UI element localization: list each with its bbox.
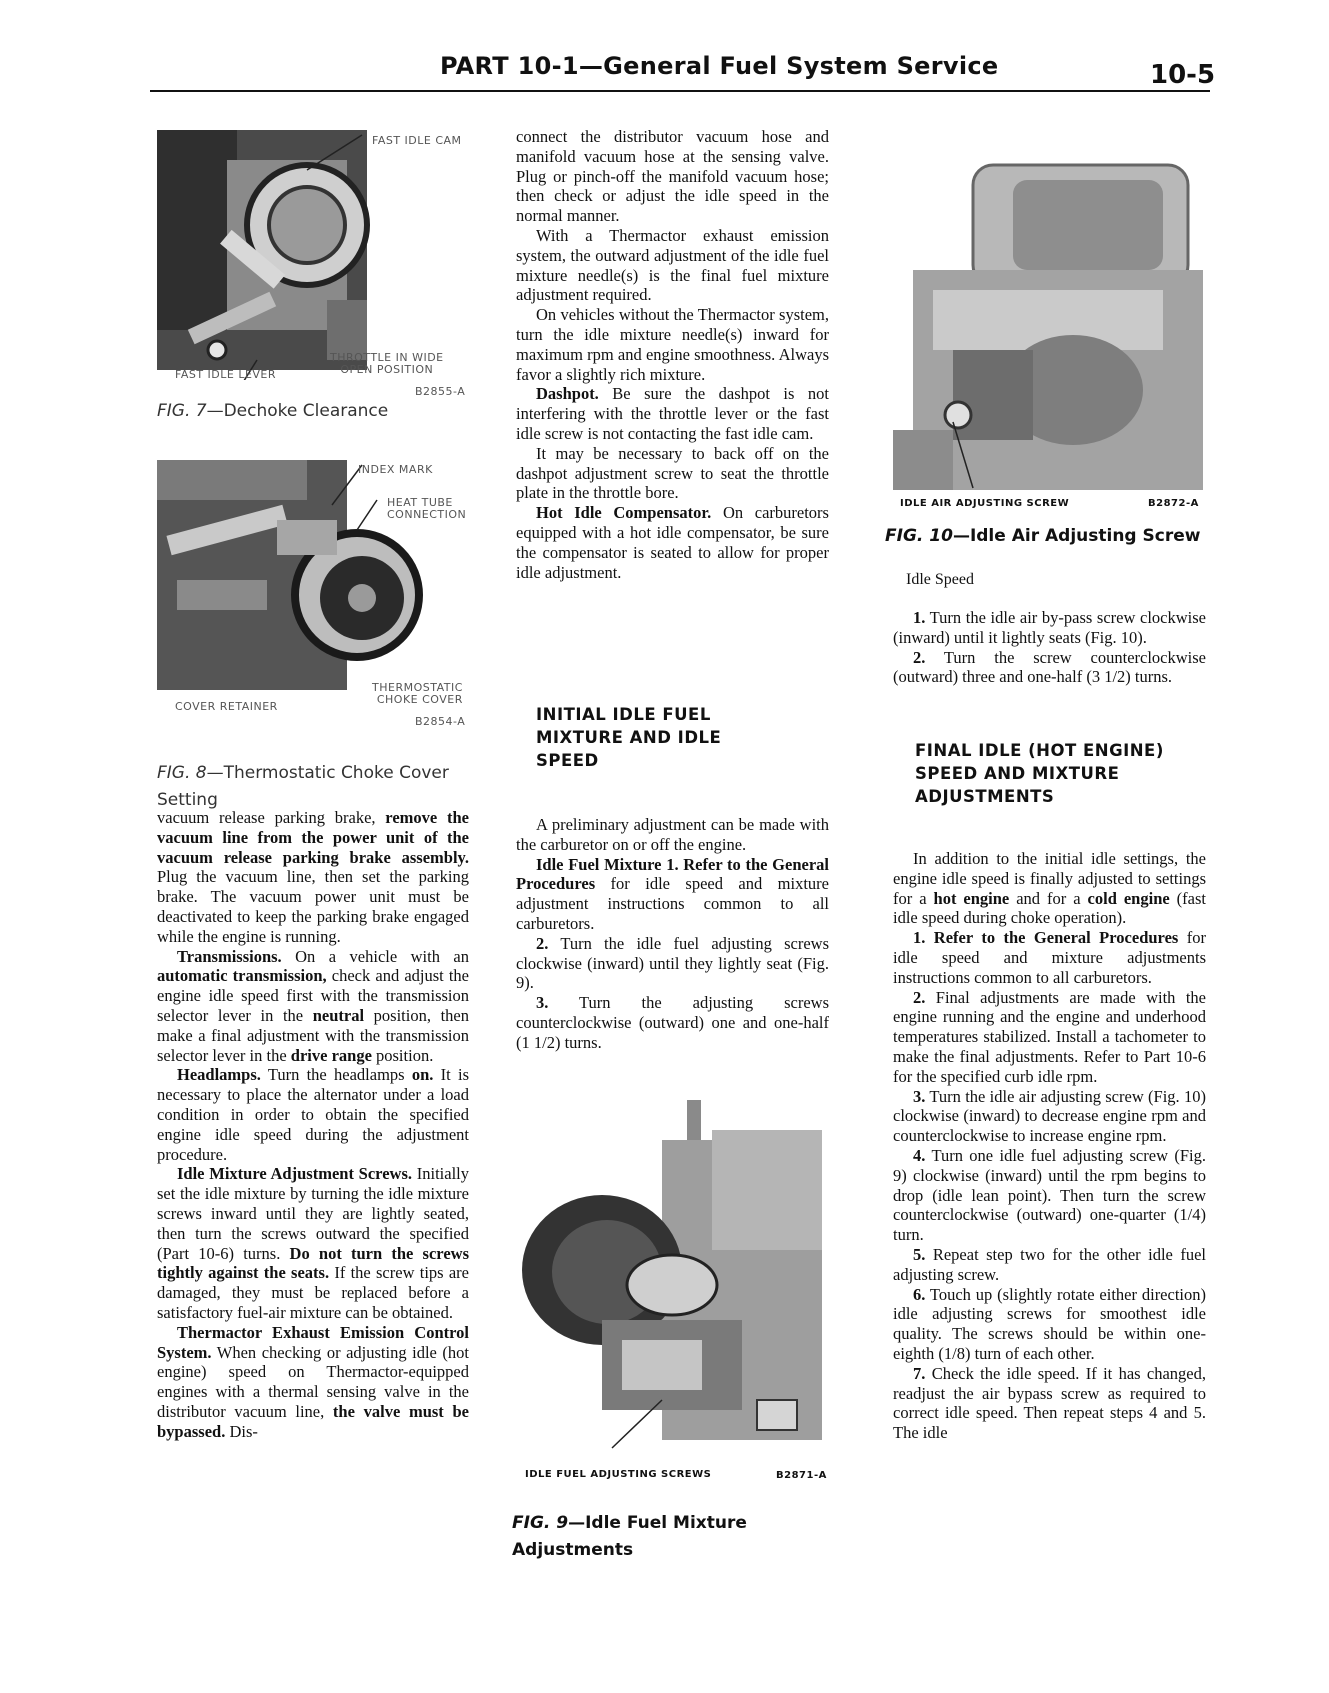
column-1-text [157,808,469,1442]
col2-paragraph-4: Dashpot. Be sure the dashpot is not interfering with the throttle lever or the fast idle screw is not contacting the fast idle cam. [516,384,829,443]
col1-paragraph-3: Headlamps. Turn the headlamps on. It is necessary to place the alternator under a load condition in order to obtain the specified engine idle speed during the adjustment procedure. [157,1065,469,1164]
fig7-caption [157,398,469,425]
fig8-label-cover-retainer: COVER RETAINER [175,700,278,713]
fig10-caption [885,523,1215,550]
col2-paragraph-2: With a Thermactor exhaust emission system, the outward adjustment of the idle fuel mixture needle(s) is the final fuel mixture adjustment required. [516,225,829,305]
fig7-code: B2855-A [415,385,466,398]
fig8-caption-text: —Thermostatic Choke Cover Setting [157,763,449,810]
header-rule [150,90,1210,92]
fig9-photo [512,1100,824,1450]
page-header-title: PART 10-1—General Fuel System Service [440,52,999,80]
fig9-caption-text: —Idle Fuel Mixture Adjustments [512,1513,747,1560]
fig8-photo [157,460,469,690]
fig9-code: B2871-A [776,1470,827,1481]
col1-paragraph-1: vacuum release parking brake, remove the vacuum line from the power unit of the vacuum release parking brake assembly. Plug the vacuum line, then set the parking brake. The vacuum power unit must be deactivated to keep the parking brake engaged while the engine is running. [157,808,469,946]
col2-paragraph-3: On vehicles without the Thermactor system, turn the idle mixture needle(s) inward for maximum rpm and engine smoothness. Always favor a slightly rich mixture. [516,305,829,384]
col3-paragraph-1: 1. Turn the idle air by-pass screw clockwise (inward) until it lightly seats (Fig. 10). [893,608,1206,647]
page-number: 10-5 [1150,60,1216,90]
fig7-caption-number: FIG. 7 [157,401,207,421]
fig7-label-fast-idle-lever: FAST IDLE LEVER [175,368,277,381]
fig9-caption-number: FIG. 9 [512,1513,569,1533]
col2-paragraph-9: 2. Turn the idle fuel adjusting screws clockwise (inward) until they lightly seat (Fig. 9). [516,933,829,993]
fig10-label-idle-air-screw: IDLE AIR ADJUSTING SCREW [900,498,1070,509]
fig8-label-index-mark: INDEX MARK [358,463,433,476]
col3-paragraph-9: 6. Touch up (slightly rotate either direction) idle adjusting screws for smoothest idle quality. The screws should be within one-eighth (1/8) turn of each other. [893,1284,1206,1363]
col1-paragraph-4: Idle Mixture Adjustment Screws. Initially set the idle mixture by turning the idle mixture screws inward until they are lightly seated, then turn the screws outward the specified (Part 10-6) turns. Do not turn the screws tightly against the seats. If the screw tips are damaged, they must be replaced before a satisfactory fuel-air mixture can be obtained. [157,1164,469,1322]
column-3-text-lower [893,849,1206,1443]
fig10-caption-number: FIG. 10 [885,526,953,546]
column-3-text [893,608,1206,687]
fig9-caption [512,1483,824,1564]
col2-paragraph-8: Idle Fuel Mixture 1. Refer to the General Procedures for idle speed and mixture adjustment instructions common to all carburetors. [516,854,829,933]
col3-paragraph-10: 7. Check the idle speed. If it has changed, readjust the air bypass screw as required to correct idle speed. Then repeat steps 4 and 5. The idle [893,1363,1206,1443]
subheading-idle-speed: Idle Speed [906,571,974,588]
column-2-text [516,127,829,582]
fig7-label-throttle-wide-open: THROTTLE IN WIDE OPEN POSITION [330,351,444,376]
col1-paragraph-2: Transmissions. On a vehicle with an automatic transmission, check and adjust the engine idle speed first with the transmission selector lever in the neutral position, then make a final adjustment with the transmission selector lever in the drive range position. [157,946,469,1065]
fig8-code: B2854-A [415,715,466,728]
col3-paragraph-2: 2. Turn the screw counterclockwise (outward) three and one-half (3 1/2) turns. [893,647,1206,687]
fig8-label-heat-tube: HEAT TUBE CONNECTION [387,496,467,521]
col1-paragraph-5: Thermactor Exhaust Emission Control System. When checking or adjusting idle (hot engine) speed on Thermactor-equipped engines with a thermal sensing valve in the distributor vacuum line, the valve must be bypassed. Dis- [157,1322,469,1441]
fig7-caption-text: —Dechoke Clearance [206,401,389,421]
col2-paragraph-6: Hot Idle Compensator. On carburetors equipped with a hot idle compensator, be sure the compensator is seated to allow for proper idle adjustment. [516,503,829,582]
section-heading-initial-idle: INITIAL IDLE FUEL MIXTURE AND IDLE SPEED [536,705,722,770]
col3-paragraph-3: In addition to the initial idle settings, the engine idle speed is finally adjusted to settings for a hot engine and for a cold engine (fast idle speed during choke operation). [893,849,1206,928]
col2-paragraph-1: connect the distributor vacuum hose and manifold vacuum hose at the sensing valve. Plug or pinch-off the manifold vacuum hose; then check or adjust the idle speed in the normal manner. [516,127,829,226]
section-heading-final-idle: FINAL IDLE (HOT ENGINE) SPEED AND MIXTURE ADJUSTMENTS [915,741,1164,806]
fig10-photo [893,160,1205,490]
col2-paragraph-7: A preliminary adjustment can be made with the carburetor on or off the engine. [516,815,829,854]
column-2-text-lower [516,815,829,1053]
col2-paragraph-5: It may be necessary to back off on the dashpot adjustment screw to seat the throttle plate in the throttle bore. [516,443,829,503]
col3-paragraph-7: 4. Turn one idle fuel adjusting screw (Fig. 9) clockwise (inward) until the rpm begins to drop (idle lean point). Then turn the screw counterclockwise (outward) one-quarter (1/4) turn. [893,1145,1206,1245]
col3-paragraph-5: 2. Final adjustments are made with the engine running and the engine and underhood temperatures stabilized. Install a tachometer to make the final adjustments. Refer to Part 10-6 for the specified curb idle rpm. [893,987,1206,1086]
fig10-code: B2872-A [1148,498,1199,509]
col3-paragraph-6: 3. Turn the idle air adjusting screw (Fig. 10) clockwise (inward) to decrease engine rpm and counterclockwise to increase engine rpm. [893,1086,1206,1146]
fig9-label-idle-fuel-screws: IDLE FUEL ADJUSTING SCREWS [525,1469,712,1480]
fig7-photo [157,130,469,380]
col3-paragraph-4: 1. Refer to the General Procedures for idle speed and mixture adjustments instructions common to all carburetors. [893,928,1206,987]
fig8-caption-number: FIG. 8 [157,763,207,783]
fig8-label-thermostatic-choke: THERMOSTATIC CHOKE COVER [372,681,463,706]
fig10-caption-text: —Idle Air Adjusting Screw [952,526,1201,546]
col2-paragraph-10: 3. Turn the adjusting screws counterclockwise (outward) one and one-half (1 1/2) turns. [516,993,829,1052]
col3-paragraph-8: 5. Repeat step two for the other idle fuel adjusting screw. [893,1244,1206,1284]
fig8-caption [157,733,469,814]
fig7-label-fast-idle-cam: FAST IDLE CAM [372,134,462,147]
